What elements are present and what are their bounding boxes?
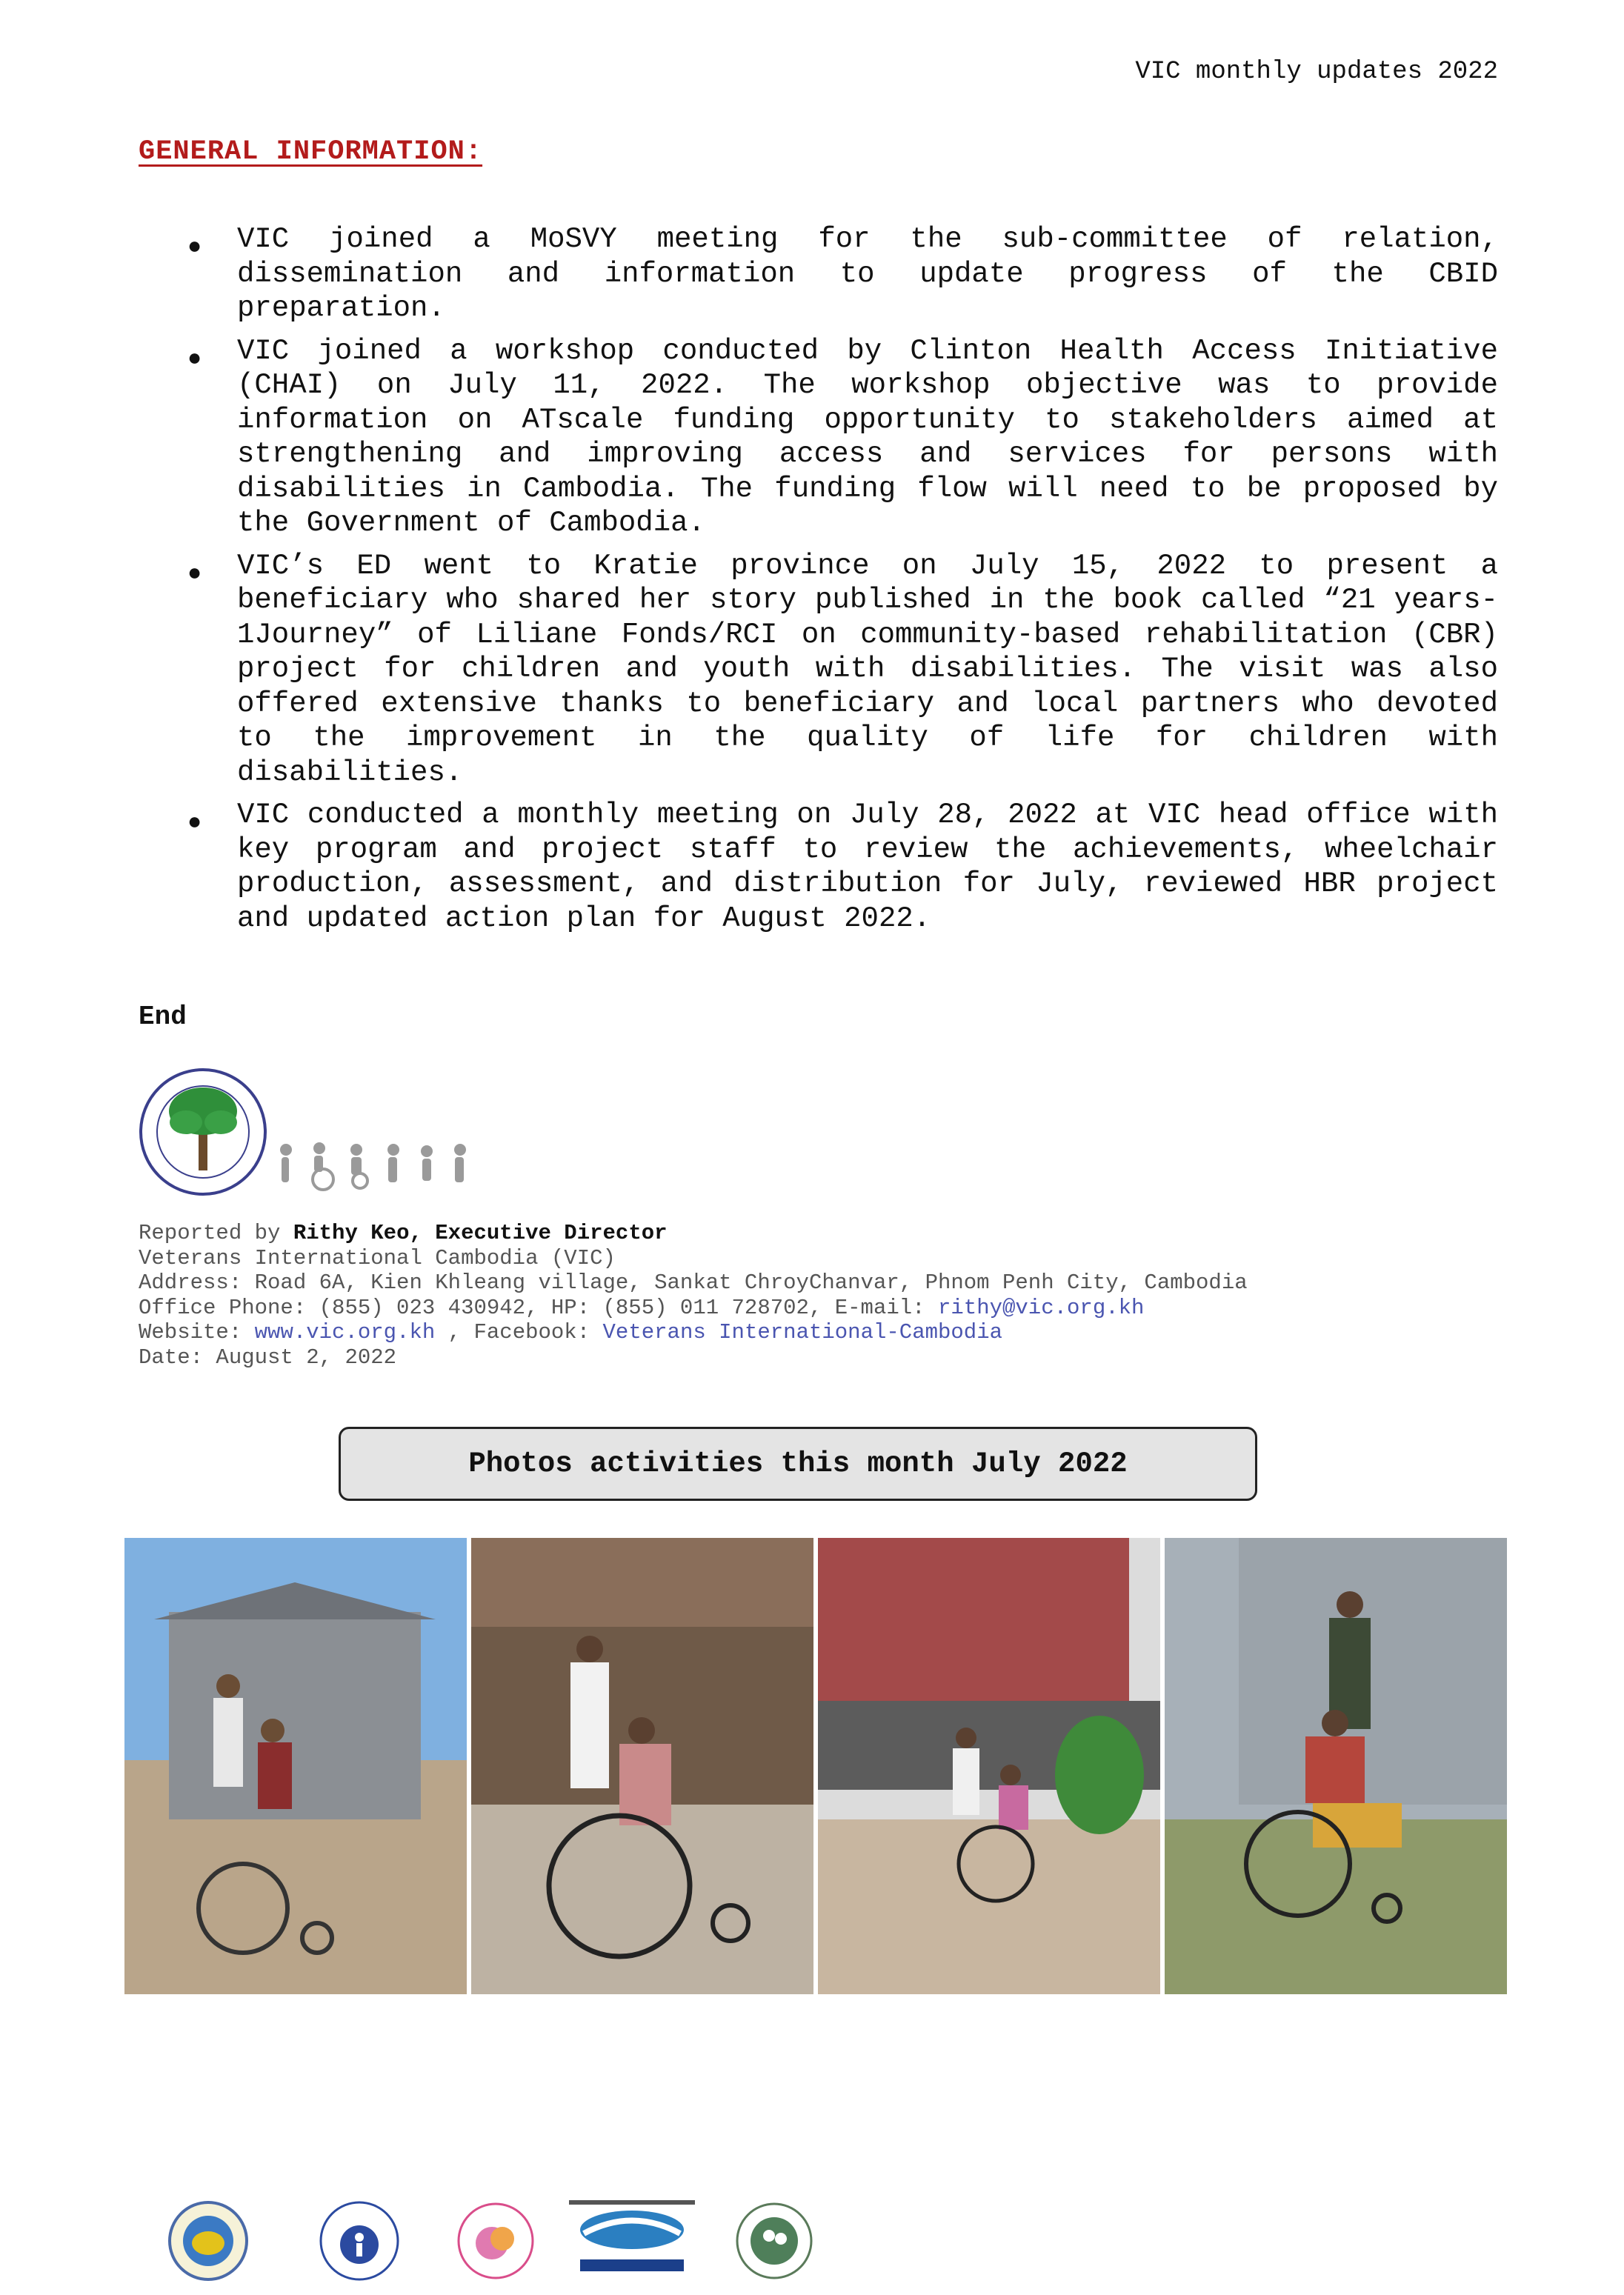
update-list	[185, 222, 1498, 944]
partner-logo-icon	[569, 2200, 695, 2282]
section-title: GENERAL INFORMATION:	[139, 136, 483, 167]
bullet-icon: ●	[187, 344, 202, 373]
facebook-link[interactable]: Veterans International-Cambodia	[602, 1320, 1003, 1345]
bullet-icon: ●	[187, 559, 202, 587]
bullet-icon: ●	[187, 233, 202, 261]
activity-photo	[471, 1538, 813, 1994]
list-item	[185, 334, 1498, 541]
phone-email: Office Phone: (855) 023 430942, HP: (855) 011 728702, E-mail: rithy@vic.org.kh	[139, 1295, 1145, 1320]
partner-logo-icon	[159, 2200, 258, 2282]
address: Address: Road 6A, Kien Khleang village, Sankat ChroyChanvar, Phnom Penh City, Cambodia	[139, 1270, 1248, 1295]
email-link[interactable]: rithy@vic.org.kh	[937, 1295, 1145, 1320]
bullet-icon: ●	[187, 809, 202, 836]
partner-logo	[569, 2200, 695, 2285]
partner-logo	[159, 2200, 258, 2285]
partner-logo	[315, 2200, 404, 2285]
page-header: VIC monthly updates 2022	[1135, 58, 1498, 86]
end-label: End	[139, 1002, 187, 1032]
partner-logo-icon	[733, 2200, 815, 2282]
partner-logo	[455, 2200, 536, 2285]
list-item-text: VIC’s ED went to Kratie province on July 15, 2022 to present a beneficiary who shared her story published in the book called “21 years-1Journey” of Liliane Fonds/RCI on community-based rehabilitation (CBR) project for children and youth with disabilities. The visit was also offered extensive thanks to beneficiary and local partners who devoted to the improvement in the quality of life for children with disabilities.	[237, 549, 1498, 789]
list-item-text: VIC joined a workshop conducted by Clinton Health Access Initiative (CHAI) on July 11, 2022. The workshop objective was to provide information on ATscale funding opportunity to stakeholders aimed at strengthening and improving access and services for persons with disabilities in Cambodia. The funding flow will need to be proposed by the Government of Cambodia.	[237, 334, 1498, 539]
photos-title-box	[339, 1427, 1257, 1501]
partner-logo-icon	[315, 2200, 404, 2282]
website-link[interactable]: www.vic.org.kh	[254, 1320, 436, 1345]
footer-info	[139, 1221, 1248, 1370]
partner-logo	[733, 2200, 815, 2285]
organization-name: Veterans International Cambodia (VIC)	[139, 1245, 616, 1270]
list-item	[185, 798, 1498, 936]
activity-photo	[818, 1538, 1160, 1994]
activity-photo	[1165, 1538, 1507, 1994]
report-date: Date: August 2, 2022	[139, 1345, 397, 1370]
list-item	[185, 222, 1498, 326]
photos-title: Photos activities this month July 2022	[468, 1448, 1128, 1480]
website-facebook: Website: www.vic.org.kh , Facebook: Veterans International-Cambodia	[139, 1320, 1003, 1345]
partner-logo-icon	[455, 2200, 536, 2282]
disability-silhouettes-icon	[280, 1142, 466, 1190]
reported-by: Reported by Rithy Keo, Executive Director	[139, 1221, 668, 1245]
list-item	[185, 549, 1498, 790]
vic-logo-icon	[138, 1067, 516, 1200]
reporter-name: Rithy Keo, Executive Director	[293, 1221, 668, 1245]
list-item-text: VIC conducted a monthly meeting on July 28, 2022 at VIC head office with key program and project staff to review the achievements, wheelchair production, assessment, and distribution for July, reviewed HBR project and updated action plan for August 2022.	[237, 799, 1498, 935]
list-item-text: VIC joined a MoSVY meeting for the sub-committee of relation, dissemination and information to update progress of the CBID preparation.	[237, 223, 1498, 324]
vic-logo	[138, 1067, 516, 1200]
activity-photo	[124, 1538, 467, 1994]
